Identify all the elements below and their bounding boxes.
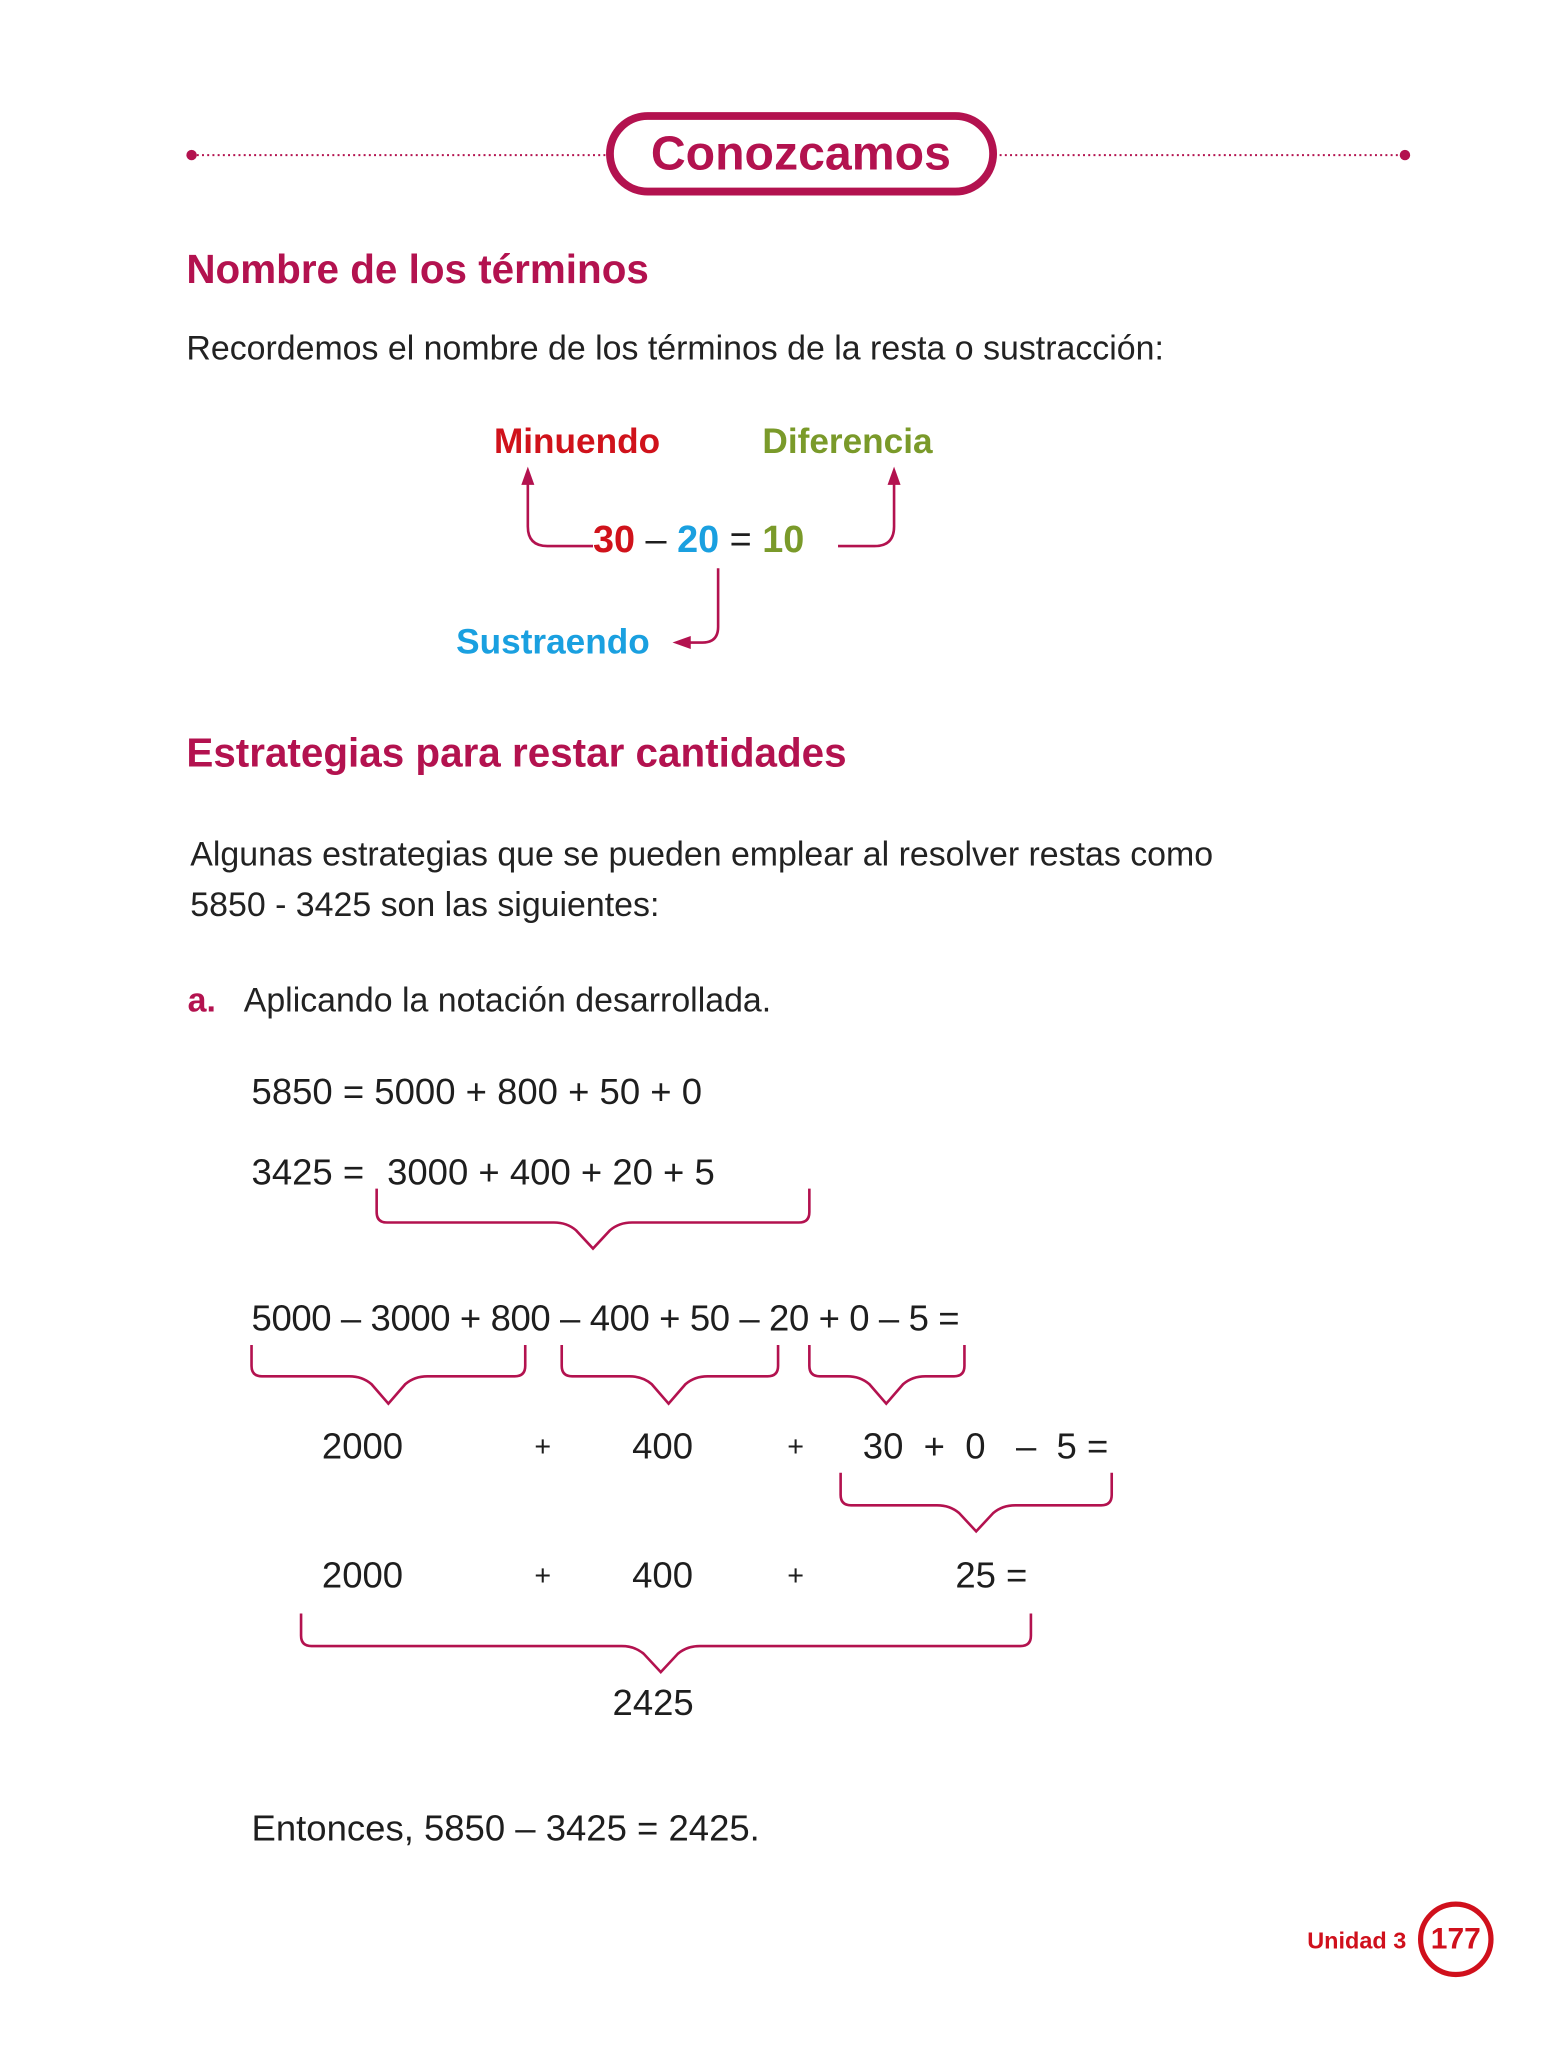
- arrow-sustraendo: [683, 568, 718, 642]
- curly-brace: [809, 1345, 964, 1404]
- minuend-value: 30: [593, 519, 636, 562]
- subtrahend-value: 20: [677, 519, 720, 562]
- math-line-5-b: 400: [632, 1554, 693, 1596]
- label-diferencia: Diferencia: [762, 421, 933, 461]
- equals-sign: =: [729, 519, 752, 562]
- page-number: 177: [1430, 1921, 1481, 1955]
- arrow-diferencia: [838, 477, 894, 546]
- arrowhead-icon: [673, 636, 691, 649]
- item-text: Aplicando la notación desarrollada.: [243, 980, 772, 1020]
- math-line-4-c: 30 + 0 – 5 =: [862, 1425, 1109, 1467]
- minus-sign: –: [645, 519, 667, 562]
- math-line-4-b: 400: [632, 1425, 693, 1467]
- label-sustraendo: Sustraendo: [456, 622, 650, 662]
- curly-brace: [252, 1345, 526, 1404]
- section-intro-terms: Recordemos el nombre de los términos de la resta o sustracción:: [186, 328, 1164, 368]
- header-title: Conozcamos: [650, 126, 951, 180]
- math-line-2-prefix: 3425 =: [251, 1152, 365, 1193]
- math-line-4-plus1: +: [534, 1429, 552, 1463]
- difference-value: 10: [762, 519, 805, 562]
- equation: [593, 519, 804, 562]
- arrow-minuendo: [528, 477, 593, 546]
- math-line-3: 5000 – 3000 + 800 – 400 + 50 – 20 + 0 – 5 =: [251, 1298, 960, 1339]
- curly-brace: [841, 1473, 1112, 1532]
- math-line-4-a: 2000: [321, 1425, 404, 1467]
- math-line-4-plus2: +: [787, 1429, 804, 1463]
- section-heading-strategies: Estrategias para restar cantidades: [186, 729, 847, 776]
- math-line-2-rest: 3000 + 400 + 20 + 5: [387, 1152, 715, 1193]
- math-line-5-plus2: +: [787, 1558, 804, 1592]
- curly-brace: [301, 1613, 1031, 1672]
- arrowhead-icon: [521, 467, 534, 485]
- math-line-5-a: 2000: [321, 1554, 404, 1596]
- curly-brace: [377, 1189, 810, 1249]
- arrowhead-icon: [888, 467, 901, 485]
- math-result: 2425: [612, 1682, 694, 1723]
- header-dot-right: [1400, 150, 1410, 160]
- math-line-1: 5850 = 5000 + 800 + 50 + 0: [251, 1071, 703, 1112]
- math-line-5-c: 25 =: [955, 1554, 1028, 1596]
- curly-brace: [562, 1345, 778, 1404]
- section-heading-terms: Nombre de los términos: [186, 246, 649, 292]
- item-marker: a.: [187, 980, 216, 1020]
- footer-unit: Unidad 3: [1307, 1927, 1407, 1954]
- strategies-intro-line1: Algunas estrategias que se pueden emplear al resolver restas como: [190, 834, 1214, 874]
- conclusion: Entonces, 5850 – 3425 = 2425.: [251, 1807, 760, 1849]
- label-minuendo: Minuendo: [493, 421, 661, 461]
- strategies-intro-line2: 5850 - 3425 son las siguientes:: [190, 884, 660, 925]
- header-dot-left: [186, 150, 196, 160]
- math-line-5-plus1: +: [534, 1558, 552, 1592]
